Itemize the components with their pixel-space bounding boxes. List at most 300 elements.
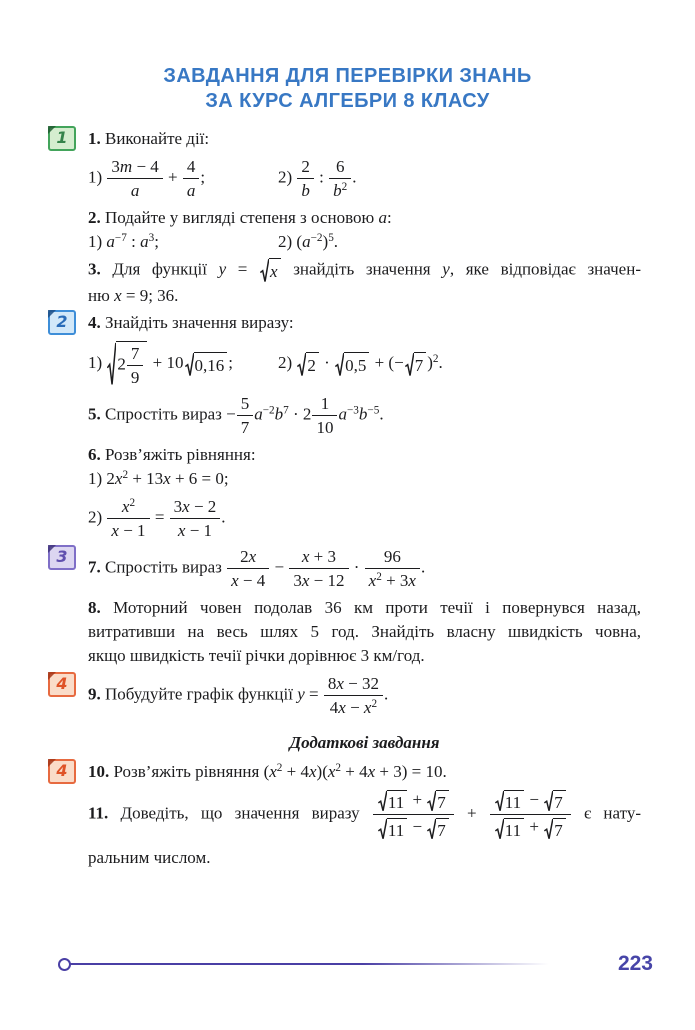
badge-corner-icon (48, 759, 56, 767)
task-number: 4. (88, 313, 101, 333)
text-run (278, 232, 311, 251)
task-badge: 4 (48, 672, 76, 697)
radical-icon (427, 818, 436, 840)
text-run (241, 394, 250, 413)
text-run (117, 355, 126, 374)
text-run (408, 817, 426, 836)
text: + 6 = 0; (170, 469, 229, 489)
text-run (525, 817, 543, 836)
numerator (312, 394, 337, 416)
task-line (88, 231, 641, 253)
task-number: 8. (88, 598, 101, 618)
text: Виконайте дії: (100, 129, 210, 148)
text: = 9; 36. (121, 286, 179, 306)
text: ральним числом. (88, 847, 211, 867)
denominator (324, 696, 383, 717)
denominator (490, 815, 571, 839)
text-run (388, 821, 404, 840)
text: Побудуйте графік функції (100, 684, 298, 704)
item-column-1 (88, 231, 278, 253)
text: 1) (88, 167, 107, 187)
text: )( (316, 762, 328, 782)
text: + 13 (128, 469, 164, 489)
sqrt-expression (427, 790, 449, 812)
task-line (88, 674, 641, 717)
sqrt-expression (185, 352, 228, 377)
text-run (228, 353, 233, 372)
radicand (387, 818, 407, 840)
task-line (88, 207, 641, 229)
sqrt-expression (544, 818, 566, 840)
text-run (187, 157, 196, 176)
text-run (278, 167, 296, 186)
math-variable: x (309, 762, 317, 782)
task-line (88, 341, 641, 387)
text: + 4 (282, 762, 309, 782)
text-run (109, 762, 277, 781)
math-variable: x (121, 497, 130, 517)
text-run (88, 167, 106, 186)
text-run (231, 571, 265, 590)
math-variable: b (333, 181, 342, 201)
text-run (437, 793, 446, 812)
sqrt-expression (297, 352, 319, 377)
denominator (107, 519, 149, 540)
radicand (553, 818, 566, 840)
radicand (414, 352, 427, 377)
text-run (127, 232, 149, 251)
task-line (88, 285, 641, 307)
fraction (490, 790, 571, 839)
text: − 1 (185, 521, 213, 541)
radical-icon (378, 790, 387, 812)
text: , яке відповідає значен- (449, 259, 641, 279)
text-run (174, 497, 217, 516)
task-line (88, 394, 641, 437)
text: = (150, 507, 169, 527)
fraction (127, 344, 144, 387)
denominator (127, 366, 144, 387)
text: 2 (240, 547, 249, 567)
math-variable: x (408, 571, 416, 591)
math-variable: m (119, 157, 133, 176)
badge-corner-icon (48, 672, 56, 680)
task-line (88, 157, 641, 200)
radical-icon (260, 258, 269, 283)
text: 0,16 (194, 355, 225, 375)
text-run (341, 762, 447, 781)
exponent: −7 (114, 231, 127, 244)
text-run (275, 405, 284, 424)
denominator (237, 416, 254, 437)
math-variable: x (301, 571, 310, 591)
text: + (454, 803, 489, 823)
text-run (316, 418, 333, 437)
text: 7 (554, 820, 563, 840)
text: ню (88, 286, 115, 306)
text: + (525, 817, 544, 837)
text-run (525, 790, 543, 809)
text: + 4 (341, 762, 368, 782)
text: 3 (111, 157, 120, 176)
text: Розв’яжіть рівняння ( (109, 762, 270, 782)
fraction (289, 547, 348, 590)
exponent: −3 (346, 404, 359, 417)
text: Знайдіть значення виразу: (100, 313, 294, 333)
text: − (345, 698, 364, 718)
text-run (301, 157, 310, 176)
exponent: 3 (148, 231, 155, 244)
task-line (88, 128, 641, 150)
page-footer (58, 952, 653, 976)
text: 2 (117, 354, 126, 374)
text-run (505, 821, 521, 840)
text: 11 (504, 820, 522, 840)
text: . (221, 507, 226, 527)
numerator (289, 547, 348, 569)
radicand (194, 352, 228, 377)
text: − 2 (189, 497, 217, 517)
text-run (101, 598, 641, 617)
text: Доведіть, що значення виразу (108, 803, 372, 823)
denominator (373, 815, 454, 839)
text-run (270, 262, 278, 281)
text: . (383, 684, 389, 704)
text-run (408, 790, 426, 809)
text-run (384, 685, 388, 704)
radicand (553, 790, 566, 812)
math-variable: a (106, 232, 115, 252)
sqrt-expression (378, 818, 407, 840)
text: − 32 (343, 674, 379, 694)
text-run (572, 804, 641, 823)
task-badge: 2 (48, 310, 76, 335)
text-run (131, 368, 140, 387)
fraction (324, 674, 383, 717)
exponent: 2 (122, 469, 129, 482)
math-variable: x (163, 469, 171, 489)
math-variable: a (130, 181, 140, 201)
task-number: 10. (88, 762, 110, 782)
math-variable: a (378, 208, 387, 228)
numerator (237, 394, 254, 416)
task-number: 1. (88, 129, 101, 148)
text-run (293, 571, 344, 590)
text-run (350, 558, 364, 577)
task-line (88, 444, 641, 466)
text: 1 (320, 394, 330, 414)
text: − 12 (309, 571, 345, 591)
math-variable: a (338, 404, 347, 424)
radicand (116, 341, 147, 387)
task-line (88, 547, 641, 590)
task-line (88, 761, 641, 783)
sqrt-expression (495, 790, 524, 812)
exponent: −2 (262, 404, 275, 417)
fraction (297, 157, 314, 200)
numerator (107, 497, 149, 519)
task-row (88, 444, 641, 540)
text: 2 (301, 157, 310, 176)
numerator (297, 157, 314, 179)
item-column-1 (88, 157, 278, 200)
text-run (101, 313, 294, 332)
text: − (270, 557, 289, 577)
text-run (352, 167, 356, 186)
denominator (227, 569, 269, 590)
tasks-extra (56, 761, 641, 868)
text: ; (228, 353, 233, 372)
radical-icon (378, 818, 387, 840)
math-variable: a (140, 232, 149, 252)
text-run (379, 405, 383, 424)
denominator (289, 569, 348, 590)
text-run (282, 762, 335, 781)
text-run (148, 353, 183, 372)
text: Спростіть вираз (100, 557, 227, 577)
radical-icon (544, 790, 553, 812)
math-variable: a (302, 232, 311, 252)
text: є нату- (571, 803, 641, 823)
text: ; (154, 232, 159, 252)
text-run (88, 508, 106, 527)
exponent: 7 (283, 404, 289, 417)
text-run (101, 405, 236, 424)
page-number: 223 (617, 952, 653, 975)
text-run (289, 405, 312, 424)
math-variable: x (114, 286, 122, 306)
sqrt-expression (378, 790, 407, 812)
text: 8 (327, 674, 337, 694)
text-run (554, 793, 563, 812)
section-heading: Додаткові завдання (289, 733, 440, 753)
text: · (319, 353, 335, 372)
text: 2) (278, 167, 297, 187)
text-run (302, 547, 336, 566)
radical-icon (107, 341, 116, 387)
radicand (504, 818, 524, 840)
text-run (111, 521, 145, 540)
text: + 3) = 10. (375, 762, 447, 782)
badge-corner-icon (48, 310, 56, 318)
fraction (107, 497, 149, 540)
text: + 3 (381, 571, 409, 591)
exponent: 2 (432, 352, 439, 365)
denominator (312, 416, 337, 437)
text-run (187, 181, 196, 200)
task-number: 6. (88, 445, 101, 465)
numerator (329, 157, 351, 179)
text-run (195, 356, 225, 375)
task-row (56, 312, 641, 388)
text: · (349, 557, 364, 577)
text-run (88, 469, 122, 488)
text: + 10 (148, 353, 184, 372)
math-variable: x (336, 674, 344, 694)
sqrt-expression (427, 818, 449, 840)
text: . (438, 353, 443, 372)
numerator (127, 344, 144, 366)
task-number: 9. (88, 684, 101, 704)
exponent: 2 (129, 497, 136, 510)
text-run (438, 353, 442, 372)
fraction (107, 157, 162, 200)
text: ) (322, 232, 329, 252)
text-run (131, 344, 140, 363)
text: 10 (316, 418, 334, 438)
text-run (328, 674, 379, 693)
badge-corner-icon (48, 545, 56, 553)
math-variable: a (254, 404, 263, 424)
text-run (338, 405, 347, 424)
text-run (282, 259, 641, 278)
text: 1) (88, 232, 107, 252)
text-run (315, 167, 328, 186)
text: 4 (186, 157, 196, 176)
text: . (379, 404, 384, 424)
text: . (420, 557, 426, 577)
math-variable: y (442, 259, 450, 279)
text-run (88, 622, 641, 641)
footer-rule (70, 963, 602, 965)
text-run (101, 208, 392, 227)
text: ) (427, 353, 433, 372)
radicand (387, 790, 407, 812)
radical-icon (405, 352, 414, 377)
item-column-1 (88, 341, 278, 387)
text-run (101, 129, 209, 148)
text-run (240, 547, 256, 566)
task-line (88, 621, 641, 643)
text-run (455, 804, 489, 823)
denominator (329, 179, 351, 200)
text: 11 (504, 793, 522, 813)
text: Розв’яжіть рівняння: (100, 445, 256, 465)
text: . (352, 167, 357, 187)
task-line (88, 847, 641, 869)
math-variable: b (358, 404, 368, 424)
task-row (88, 258, 641, 307)
text-run (101, 445, 256, 464)
text: 7 (130, 344, 140, 364)
text: − (408, 817, 427, 837)
denominator (365, 569, 420, 590)
text: 2 (307, 355, 316, 375)
radical-icon (297, 352, 306, 377)
task-number: 11. (88, 803, 109, 823)
task-badge: 4 (48, 759, 76, 784)
text: знайдіть значення (281, 259, 443, 279)
text: · 2 (288, 404, 312, 424)
numerator (490, 790, 571, 815)
text-run (307, 356, 316, 375)
text-run (101, 259, 259, 278)
text-run (88, 232, 115, 251)
text-run (151, 508, 169, 527)
text-run (505, 793, 521, 812)
text: : (314, 167, 329, 187)
text-run (345, 356, 366, 375)
text-run (415, 356, 424, 375)
text: 2) (88, 507, 107, 527)
numerator (373, 790, 454, 815)
math-variable: x (327, 762, 336, 782)
title-line-2: ЗА КУРС АЛГЕБРИ 8 КЛАСУ (205, 90, 490, 112)
text-run (128, 469, 229, 488)
text: 11 (387, 793, 405, 813)
radicand (344, 352, 369, 377)
text: . (333, 232, 339, 252)
text: 11 (387, 820, 405, 840)
text: : (386, 208, 392, 228)
radical-icon (185, 352, 194, 377)
math-variable: x (301, 547, 310, 567)
numerator (227, 547, 269, 569)
text: + (163, 167, 182, 187)
text: = (226, 259, 259, 279)
task-number: 3. (88, 259, 101, 279)
text-run (388, 793, 404, 812)
task-number: 2. (88, 208, 101, 228)
task-number: 5. (88, 404, 101, 424)
math-variable: y (297, 684, 305, 704)
math-variable: b (274, 404, 284, 424)
text-run (333, 181, 342, 200)
math-variable: x (177, 521, 186, 541)
exponent: 2 (376, 571, 382, 584)
numerator (183, 157, 200, 179)
fraction (365, 547, 420, 590)
task-row (56, 547, 641, 591)
task-line (88, 790, 641, 839)
text: 7 (414, 355, 424, 375)
text-run (330, 698, 372, 717)
radical-icon (495, 790, 504, 812)
math-variable: y (218, 259, 227, 279)
radicand (306, 352, 319, 377)
exponent: 5 (328, 231, 334, 244)
math-variable: x (368, 571, 377, 591)
task-row (88, 394, 641, 437)
denominator (297, 179, 314, 200)
task-line (88, 468, 641, 490)
text: + (− (370, 353, 404, 372)
sqrt-expression (405, 352, 427, 377)
fraction (227, 547, 269, 590)
text: + 3 (309, 547, 336, 567)
text: Спростіть вираз − (100, 404, 236, 424)
text-run (111, 157, 158, 176)
radical-icon (335, 352, 344, 377)
math-variable: x (231, 571, 239, 591)
text: витративши на весь шлях 5 год. Знайдіть власну швидкість човна, (88, 622, 641, 642)
text-run (320, 353, 334, 372)
numerator (365, 547, 420, 569)
text: 3 (293, 571, 302, 591)
task-row (88, 207, 641, 253)
radicand (269, 258, 281, 283)
denominator (170, 519, 221, 540)
page-title (30, 64, 665, 114)
math-variable: b (301, 181, 310, 201)
text-run (101, 685, 323, 704)
text-run (88, 353, 106, 372)
text-run (108, 804, 372, 823)
text: Моторний човен подолав 36 км проти течії і повернувся назад, (100, 598, 641, 618)
math-variable: x (114, 469, 123, 489)
exponent: −2 (310, 231, 323, 244)
text-run (131, 181, 140, 200)
